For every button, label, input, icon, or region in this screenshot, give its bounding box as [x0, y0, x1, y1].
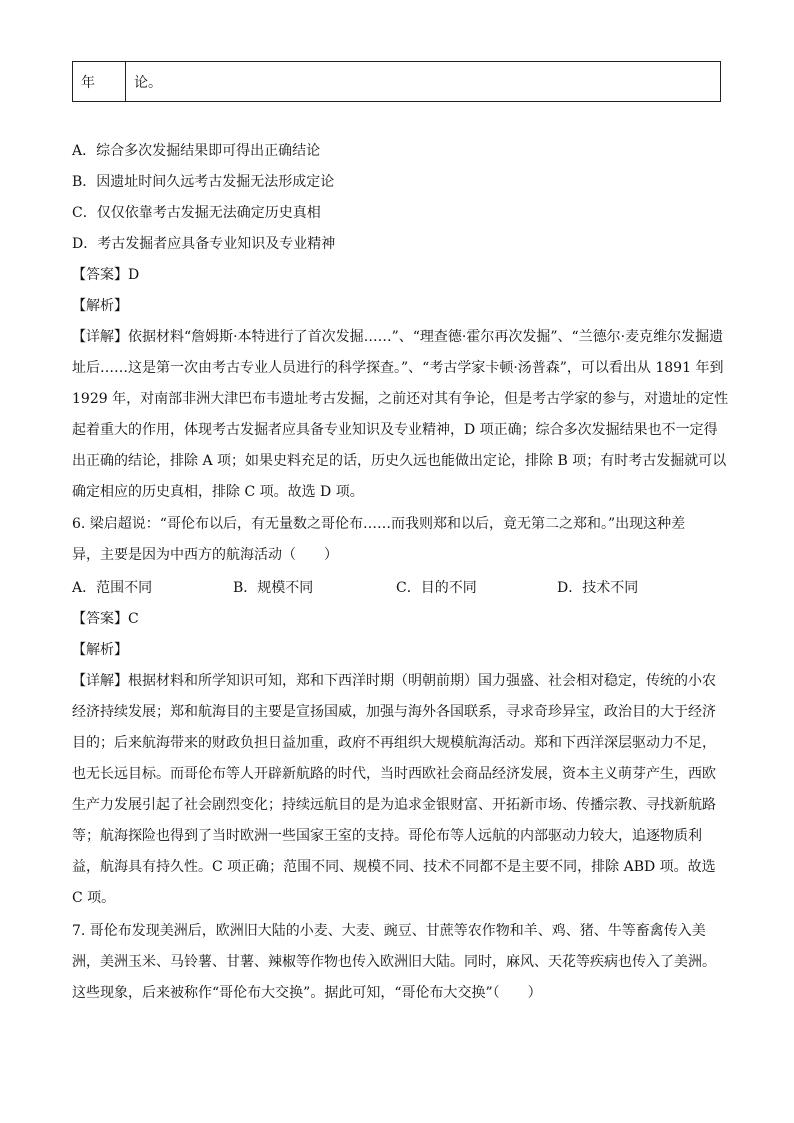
q5-detail-line: 址后……这是第一次由考古专业人员进行的科学探查。”、“考古学家卡顿·汤普森”，可以看出从 1891 年到	[72, 360, 724, 376]
q6-stem-line: 6. 梁启超说：“哥伦布以后，有无量数之哥伦布……而我则郑和以后，竟无第二之郑和。”出现这种差	[72, 516, 686, 532]
q5-option-a: A．综合多次发掘结果即可得出正确结论	[72, 143, 321, 159]
q6-analysis-label: 【解析】	[72, 642, 128, 658]
q6-option-d: D．技术不同	[557, 580, 639, 596]
q5-detail-line: 【详解】依据材料“詹姆斯·本特进行了首次发掘……”、“理查德·霍尔再次发掘”、“兰德尔·麦克维尔发掘遗	[72, 329, 724, 345]
q5-option-c: C．仅仅依靠考古发掘无法确定历史真相	[72, 205, 321, 221]
table-cell-left: 年	[73, 62, 126, 101]
q6-detail-line: 生产力发展引起了社会剧烈变化；持续远航目的是为追求金银财富、开拓新市场、传播宗教、寻找新航路	[72, 797, 716, 813]
q5-detail-line: 起着重大的作用，体现考古发掘者应具备专业知识及专业精神，D 项正确；综合多次发掘结果也不一定得	[72, 422, 718, 438]
q5-option-d: D．考古发掘者应具备专业知识及专业精神	[72, 236, 336, 252]
q5-detail-line: 确定相应的历史真相，排除 C 项。故选 D 项。	[72, 484, 364, 500]
q7-stem-line: 这些现象，后来被称作“哥伦布大交换”。据此可知，“哥伦布大交换”（ ）	[72, 985, 542, 1001]
q5-detail-line: 出正确的结论，排除 A 项；如果史料充足的话，历史久远也能做出定论，排除 B 项；有时考古发掘就可以	[72, 453, 727, 469]
continuation-table	[72, 61, 721, 102]
q6-detail-line: 益，航海具有持久性。C 项正确；范围不同、规模不同、技术不同都不是主要不同，排除 ABD 项。故选	[72, 859, 716, 875]
q6-answer: 【答案】C	[72, 611, 139, 627]
q6-option-a: A．范围不同	[72, 580, 153, 596]
q7-stem-line: 洲，美洲玉米、马铃薯、甘薯、辣椒等作物也传入欧洲旧大陆。同时，麻风、天花等疾病也传入了美洲。	[72, 954, 716, 970]
q6-detail-line: 【详解】根据材料和所学知识可知，郑和下西洋时期（明朝前期）国力强盛、社会相对稳定，传统的小农	[72, 673, 716, 689]
q5-detail-line: 1929 年，对南部非洲大津巴布韦遗址考古发掘，之前还对其有争论，但是考古学家的参与，对遗址的定性	[72, 391, 729, 407]
q6-detail-line: 也无长远目标。而哥伦布等人开辟新航路的时代，当时西欧社会商品经济发展，资本主义萌芽产生，西欧	[72, 766, 716, 782]
q6-detail-line: 等；航海探险也得到了当时欧洲一些国家王室的支持。哥伦布等人远航的内部驱动力较大，追逐物质利	[72, 828, 702, 844]
q7-stem-line: 7. 哥伦布发现美洲后，欧洲旧大陆的小麦、大麦、豌豆、甘蔗等农作物和羊、鸡、猪、牛等畜禽传入美	[72, 923, 706, 939]
q6-option-c: C．目的不同	[396, 580, 477, 596]
q5-answer: 【答案】D	[72, 267, 140, 283]
q6-detail-line: 目的；后来航海带来的财政负担日益加重，政府不再组织大规模航海活动。郑和下西洋深层驱动力不足，	[72, 735, 716, 751]
q6-detail-line: C 项。	[72, 890, 116, 906]
q5-option-b: B．因遗址时间久远考古发掘无法形成定论	[72, 174, 335, 190]
table-cell-right: 论。	[134, 74, 162, 91]
q5-analysis-label: 【解析】	[72, 298, 128, 314]
q6-option-b: B．规模不同	[233, 580, 314, 596]
q6-detail-line: 经济持续发展；郑和航海目的主要是宣扬国威，加强与海外各国联系，寻求奇珍异宝，政治目的大于经济	[72, 704, 716, 720]
q6-stem-line: 异，主要是因为中西方的航海活动（ ）	[72, 547, 338, 563]
